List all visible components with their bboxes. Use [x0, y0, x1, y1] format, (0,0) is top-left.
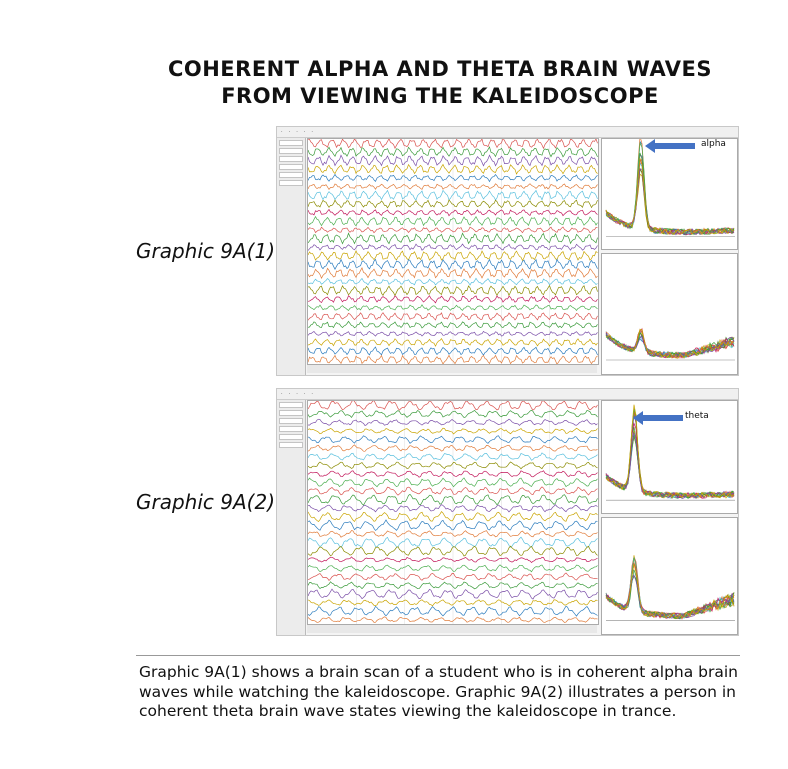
spectrum-trace: [606, 564, 734, 618]
eeg-traces-theta: [308, 401, 598, 624]
page-title: [120, 56, 760, 110]
eeg-traces-alpha: [308, 139, 598, 364]
spectrum-top-alpha: [601, 138, 738, 250]
control-column: [277, 138, 306, 375]
control-field[interactable]: [279, 442, 303, 448]
arrow-shape: [633, 411, 683, 425]
spectrum-trace: [606, 139, 734, 234]
control-field[interactable]: [279, 418, 303, 424]
arrow-icon: [645, 139, 695, 153]
control-field[interactable]: [279, 180, 303, 186]
title-line-1: COHERENT ALPHA AND THETA BRAIN WAVES: [167, 57, 713, 81]
spectrum-trace: [606, 433, 734, 499]
control-field[interactable]: [279, 148, 303, 154]
menu-item[interactable]: ·: [303, 391, 306, 397]
caption: Graphic 9A(1) shows a brain scan of a student who is in coherent alpha brain waves while watching the kaleidoscope. Graphic 9A(2) illustrates a person in coherent theta brain wave states viewing the kaleidoscope in trance.: [139, 663, 738, 720]
spectrum-trace: [606, 563, 734, 619]
time-scrollbar[interactable]: [307, 624, 597, 633]
theta-annotation: theta: [685, 411, 709, 421]
menu-item[interactable]: ·: [288, 391, 291, 397]
spectrum-bottom-alpha: [601, 253, 738, 375]
eeg-panel-alpha: [276, 126, 739, 376]
spectrum-trace: [606, 564, 734, 619]
spectrum-trace: [606, 570, 734, 618]
menu-item[interactable]: ·: [288, 129, 291, 135]
menu-item[interactable]: ·: [311, 391, 313, 397]
spectrum-trace: [606, 576, 734, 619]
eeg-trace-area-alpha: [307, 138, 599, 365]
menu-item[interactable]: ·: [296, 391, 298, 397]
menu-bar: [277, 389, 738, 400]
menu-item[interactable]: ·: [281, 391, 283, 397]
control-field[interactable]: [279, 164, 303, 170]
spectrum-plot: [602, 518, 737, 634]
spectrum-trace: [606, 143, 734, 235]
arrow-icon: [633, 411, 683, 425]
spectrum-trace: [606, 142, 734, 235]
control-field[interactable]: [279, 410, 303, 416]
spectrum-bottom-theta: [601, 517, 738, 635]
time-scrollbar[interactable]: [307, 364, 597, 373]
spectrum-trace: [606, 563, 734, 618]
menu-item[interactable]: ·: [303, 129, 306, 135]
control-column: [277, 400, 306, 635]
spectrum-trace: [606, 557, 734, 618]
menu-item[interactable]: ·: [296, 129, 298, 135]
control-field[interactable]: [279, 402, 303, 408]
menu-item[interactable]: ·: [281, 129, 283, 135]
control-field[interactable]: [279, 172, 303, 178]
eeg-panel-theta: [276, 388, 739, 636]
control-field[interactable]: [279, 156, 303, 162]
eeg-trace-area-theta: [307, 400, 599, 625]
alpha-annotation: alpha: [701, 139, 726, 149]
spectrum-plot: [602, 139, 737, 249]
menu-bar: [277, 127, 738, 138]
graphic-a-label: Graphic 9A(1): [136, 239, 275, 263]
control-field[interactable]: [279, 140, 303, 146]
control-field[interactable]: [279, 426, 303, 432]
divider: [136, 655, 740, 656]
control-field[interactable]: [279, 434, 303, 440]
spectrum-trace: [606, 332, 734, 358]
spectrum-trace: [606, 576, 734, 619]
arrow-shape: [645, 139, 695, 153]
title-line-2: FROM VIEWING THE KALEIDOSCOPE: [221, 84, 659, 108]
spectrum-trace: [606, 557, 734, 619]
spectrum-plot: [602, 254, 737, 374]
graphic-b-label: Graphic 9A(2): [136, 490, 275, 514]
spectrum-trace: [606, 575, 734, 618]
menu-item[interactable]: ·: [311, 129, 313, 135]
